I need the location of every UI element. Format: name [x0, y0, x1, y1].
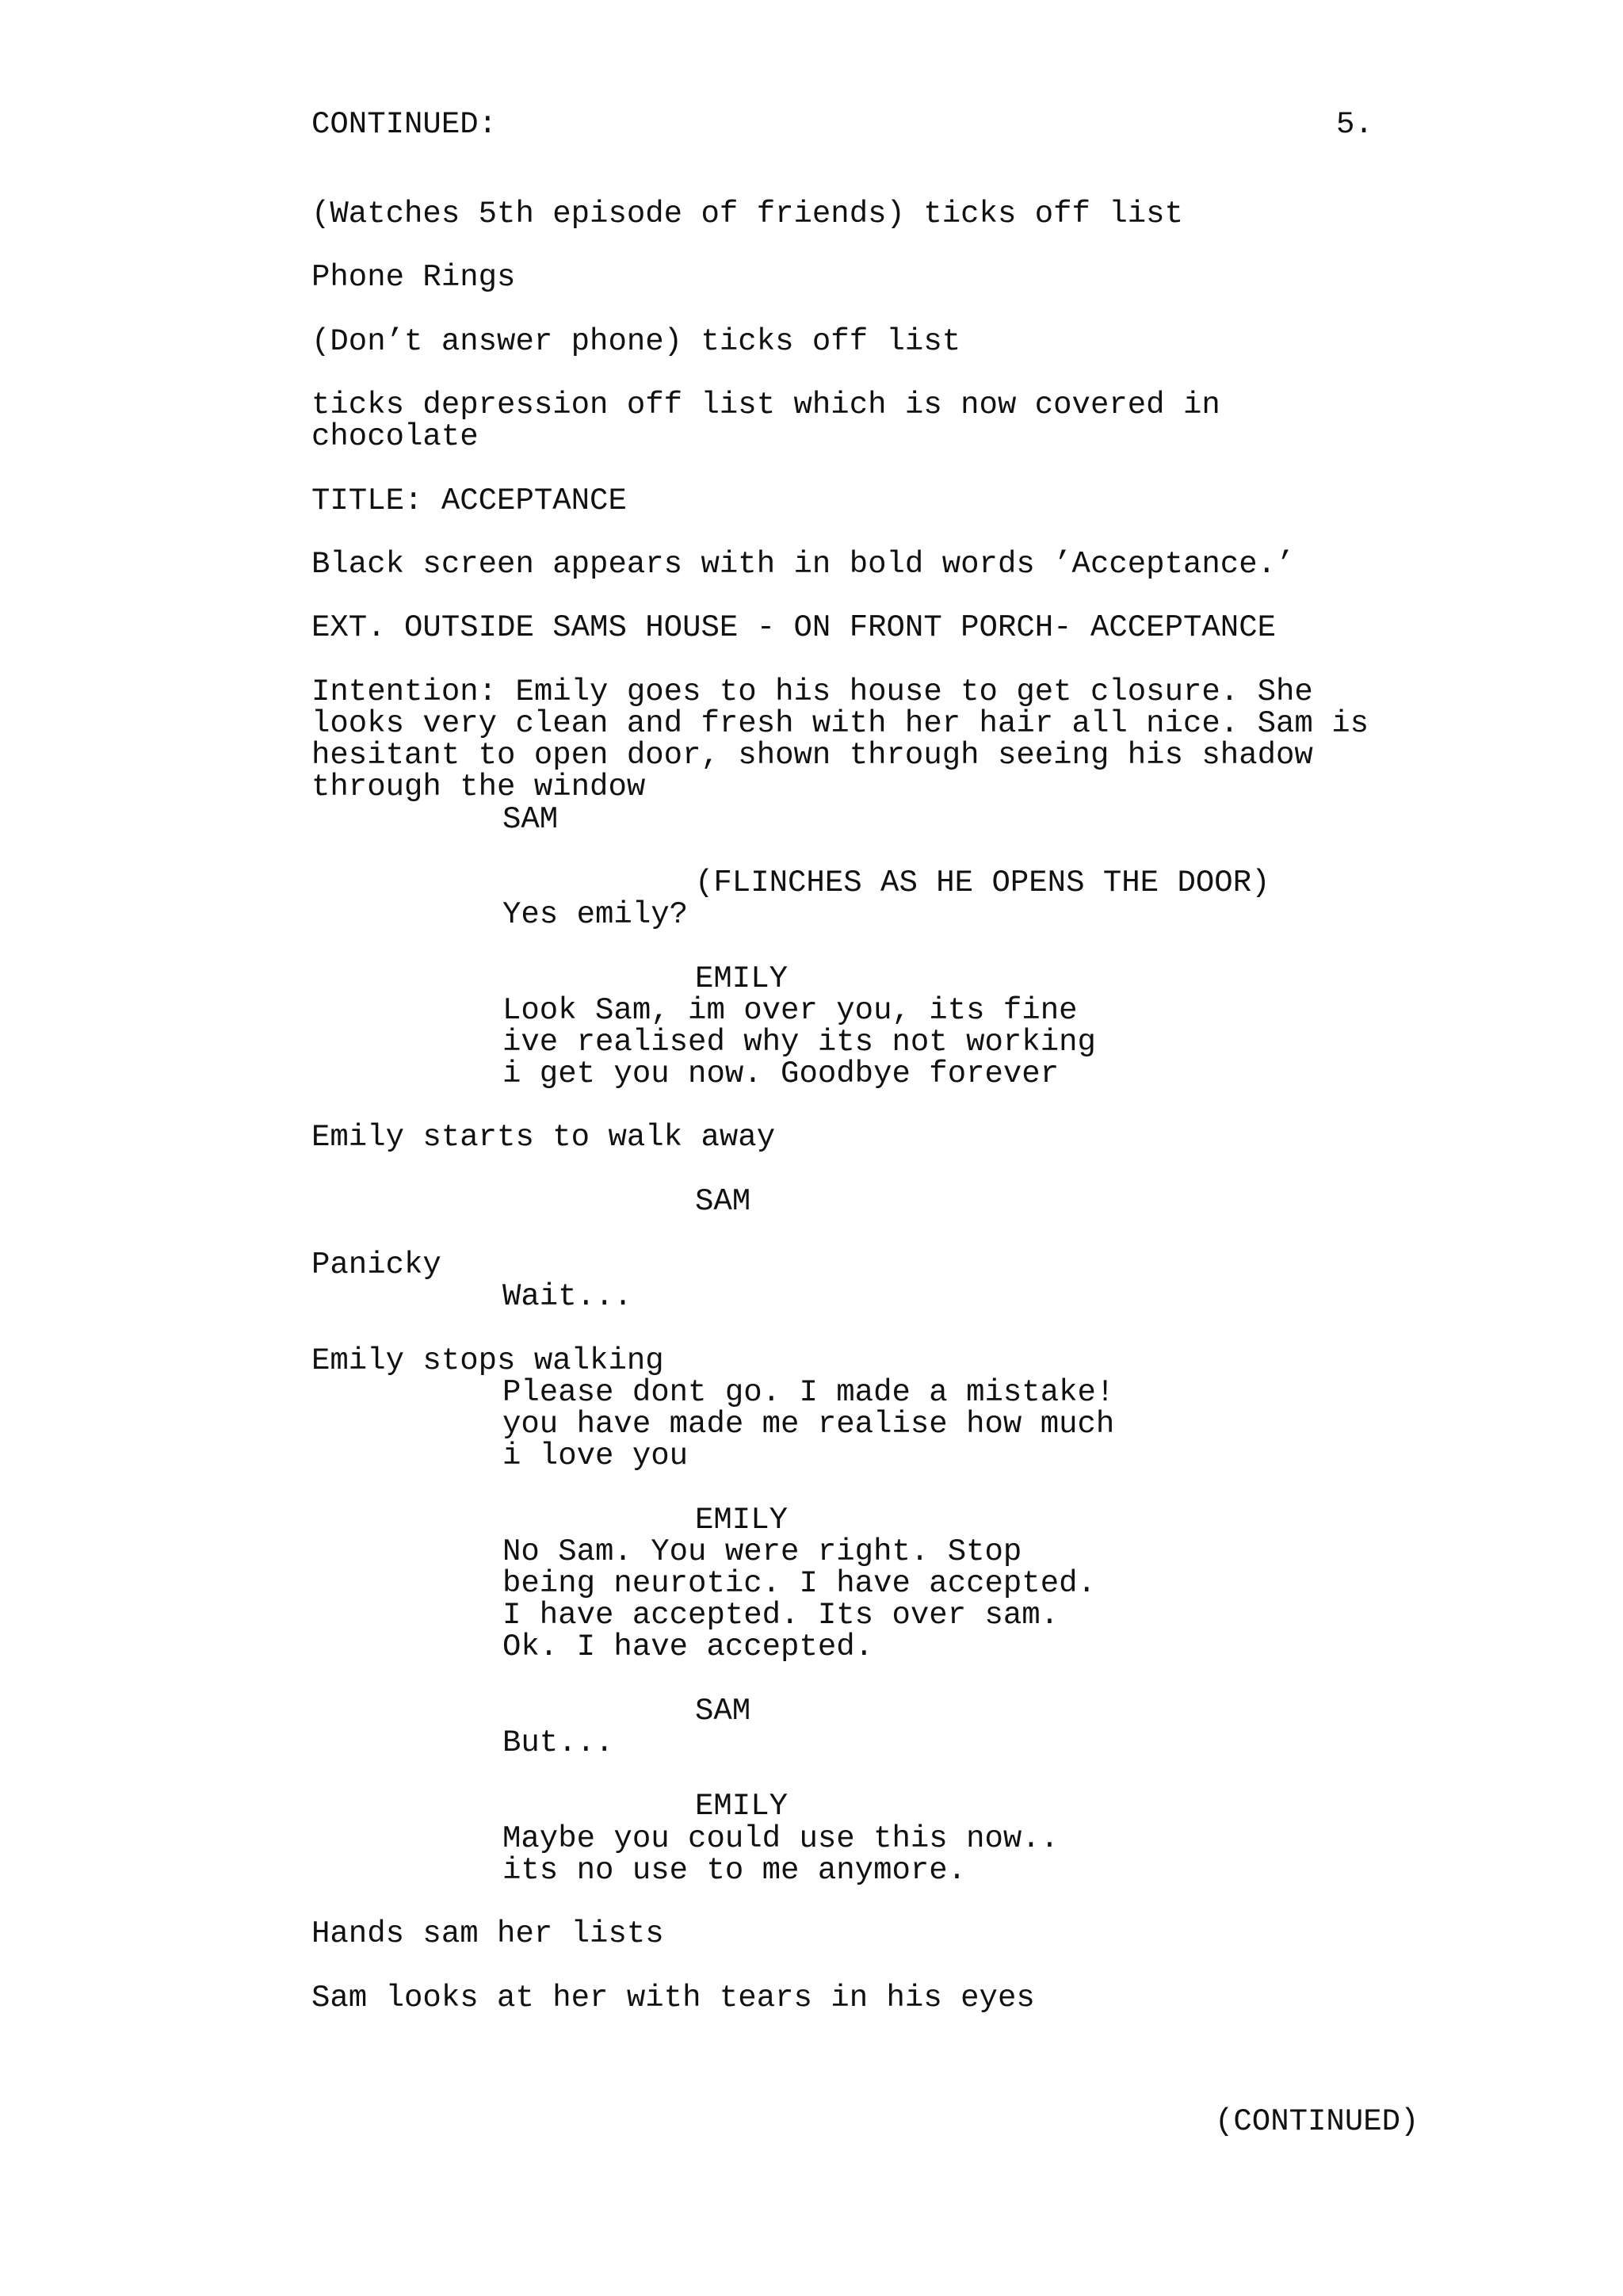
page-number: 5. [1336, 107, 1373, 142]
blank-line [0, 644, 1623, 676]
dialogue-line: being neurotic. I have accepted. [502, 1566, 1096, 1602]
dialogue-line: Look Sam, im over you, its fine [502, 992, 1078, 1028]
blank-line [0, 1473, 1623, 1504]
blank-line [0, 230, 1623, 262]
script-body [0, 198, 1623, 2014]
action-line: TITLE: ACCEPTANCE [311, 483, 627, 518]
dialogue-line: Wait... [502, 1279, 632, 1315]
dialogue-line: its no use to me anymore. [502, 1852, 967, 1888]
blank-line [0, 930, 1623, 962]
dialogue-line: Maybe you could use this now.. [502, 1820, 1060, 1856]
continued-footer: (CONTINUED) [1215, 2104, 1419, 2139]
action-line: chocolate [311, 419, 479, 455]
blank-line [0, 1217, 1623, 1249]
parenthetical: (FLINCHES AS HE OPENS THE DOOR) [695, 865, 1270, 900]
action-line: Black screen appears with in bold words ’Acceptance.’ [311, 547, 1295, 583]
continued-header: CONTINUED: [311, 107, 498, 142]
blank-line [0, 1154, 1623, 1186]
character-name: SAM [695, 1183, 751, 1219]
blank-line [0, 1886, 1623, 1918]
blank-line [0, 1664, 1623, 1695]
dialogue-line: But... [502, 1725, 614, 1760]
blank-line [0, 580, 1623, 612]
dialogue-line: i love you [502, 1438, 689, 1474]
blank-line [0, 1090, 1623, 1121]
action-line: Sam looks at her with tears in his eyes [311, 1980, 1035, 2015]
blank-line [0, 835, 1623, 867]
dialogue-line: Yes emily? [502, 897, 689, 933]
dialogue-line: SAM [502, 801, 559, 837]
blank-line [0, 1950, 1623, 1981]
blank-line [0, 453, 1623, 485]
dialogue-line: i get you now. Goodbye forever [502, 1056, 1060, 1092]
action-line: EXT. OUTSIDE SAMS HOUSE - ON FRONT PORCH- ACCEPTANCE [311, 610, 1276, 646]
dialogue-line: you have made me realise how much [502, 1407, 1115, 1442]
character-name: EMILY [695, 961, 789, 996]
character-name: EMILY [695, 1502, 789, 1538]
character-name: EMILY [695, 1789, 789, 1824]
action-line: Emily stops walking [311, 1343, 664, 1378]
blank-line [0, 1313, 1623, 1345]
blank-line [0, 1759, 1623, 1790]
blank-line [0, 357, 1623, 389]
blank-line [0, 517, 1623, 548]
action-line: Hands sam her lists [311, 1916, 664, 1952]
action-line: (Don’t answer phone) ticks off list [311, 323, 961, 359]
action-line: looks very clean and fresh with her hair all nice. Sam is [311, 706, 1369, 741]
dialogue-line: ive realised why its not working [502, 1024, 1096, 1060]
action-line: through the window [311, 770, 646, 805]
character-name: SAM [695, 1693, 751, 1729]
dialogue-line: Please dont go. I made a mistake! [502, 1374, 1115, 1410]
action-line: Panicky [311, 1247, 441, 1283]
action-line: Intention: Emily goes to his house to get closure. She [311, 674, 1313, 709]
action-line: hesitant to open door, shown through seeing his shadow [311, 738, 1313, 774]
dialogue-line: Ok. I have accepted. [502, 1629, 874, 1665]
dialogue-line: I have accepted. Its over sam. [502, 1598, 1060, 1633]
action-line: Phone Rings [311, 260, 516, 296]
dialogue-line: No Sam. You were right. Stop [502, 1534, 1022, 1569]
action-line: Emily starts to walk away [311, 1120, 776, 1156]
action-line: ticks depression off list which is now covered in [311, 388, 1220, 423]
action-line: (Watches 5th episode of friends) ticks off list [311, 197, 1183, 231]
blank-line [0, 294, 1623, 326]
